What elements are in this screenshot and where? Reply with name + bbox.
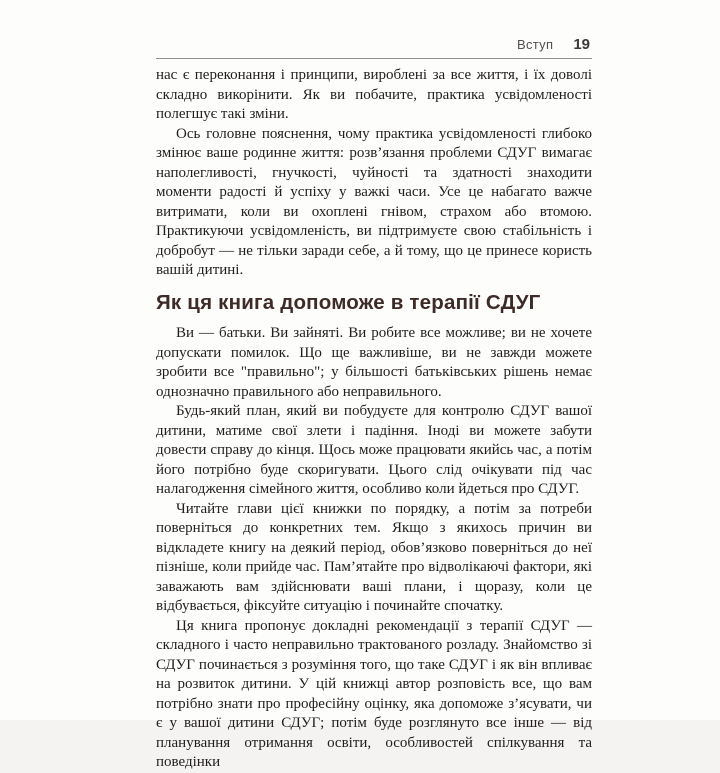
paragraph: нас є переконання і принципи, вироблені за все життя, і їх доволі складно викорінити. Як ви побачите, практика усвідомленості полегшує такі зміни.: [156, 67, 592, 122]
section-heading: Як ця книга допоможе в терапії СДУГ: [156, 290, 541, 314]
running-head-section-title: Вступ: [517, 37, 554, 52]
paragraph: Ви — батьки. Ви зайняті. Ви робите все можливе; ви не хочете допускати помилок. Що ще важливіше, ви не завжди можете зробити все "правильно"; у більшості батьківських рішень немає однозначно правильного або неправильного.: [156, 325, 592, 400]
paragraph: Читайте глави цієї книжки по порядку, а потім за потреби поверніться до конкретних тем. Якщо з якихось причин ви відкладете книгу на деякий період, обов’язково поверніться до неї пізніше, коли прийде час. Пам’ятайте про відволікаючі фактори, які заважають вам здійснювати ваші плани, і щоразу, коли це відбувається, фіксуйте ситуацію і починайте спочатку.: [156, 500, 592, 614]
page-number: 19: [573, 36, 590, 53]
paragraph: Ось головне пояснення, чому практика усвідомленості глибоко змінює ваше родинне життя: розв’язання проблеми СДУГ вимагає наполегливості, гнучкості, чуйності та здатності знаходити моменти радості й успіху у важкі часи. Усе це набагато важче витримати, коли ви охоплені гнівом, страхом або втомою. Практикуючи усвідомленість, ви підтримуєте свою стабільність і добробут — не тільки заради себе, а й тому, що це принесе користь вашій дитині.: [156, 125, 592, 278]
paragraph: Будь-який план, який ви побудуєте для контролю СДУГ вашої дитини, матиме свої злети і падіння. Іноді ви можете забути довести справу до кінця. Щось може працювати якийсь час, а потім його потрібно буде скоригувати. Цього слід очікувати під час налагодження сімейного життя, особливо коли йдеться про СДУГ.: [156, 403, 592, 497]
page-content: [156, 36, 592, 773]
running-head: [156, 36, 592, 59]
paragraph: Ця книга пропонує докладні рекомендації з терапії СДУГ — складного і часто неправильно трактованого розладу. Знайомство зі СДУГ починається з розуміння того, що таке СДУГ і як він впливає на розвиток дитини. У цій книжці автор розповість все, що вам потрібно знати про професійну оцінку, яка допоможе з’ясувати, чи є у вашої дитини СДУГ; потім буде розглянуто все інше — від планування отримання освіти, особливостей спілкування та поведінки: [156, 617, 592, 770]
body-text: [156, 66, 592, 773]
